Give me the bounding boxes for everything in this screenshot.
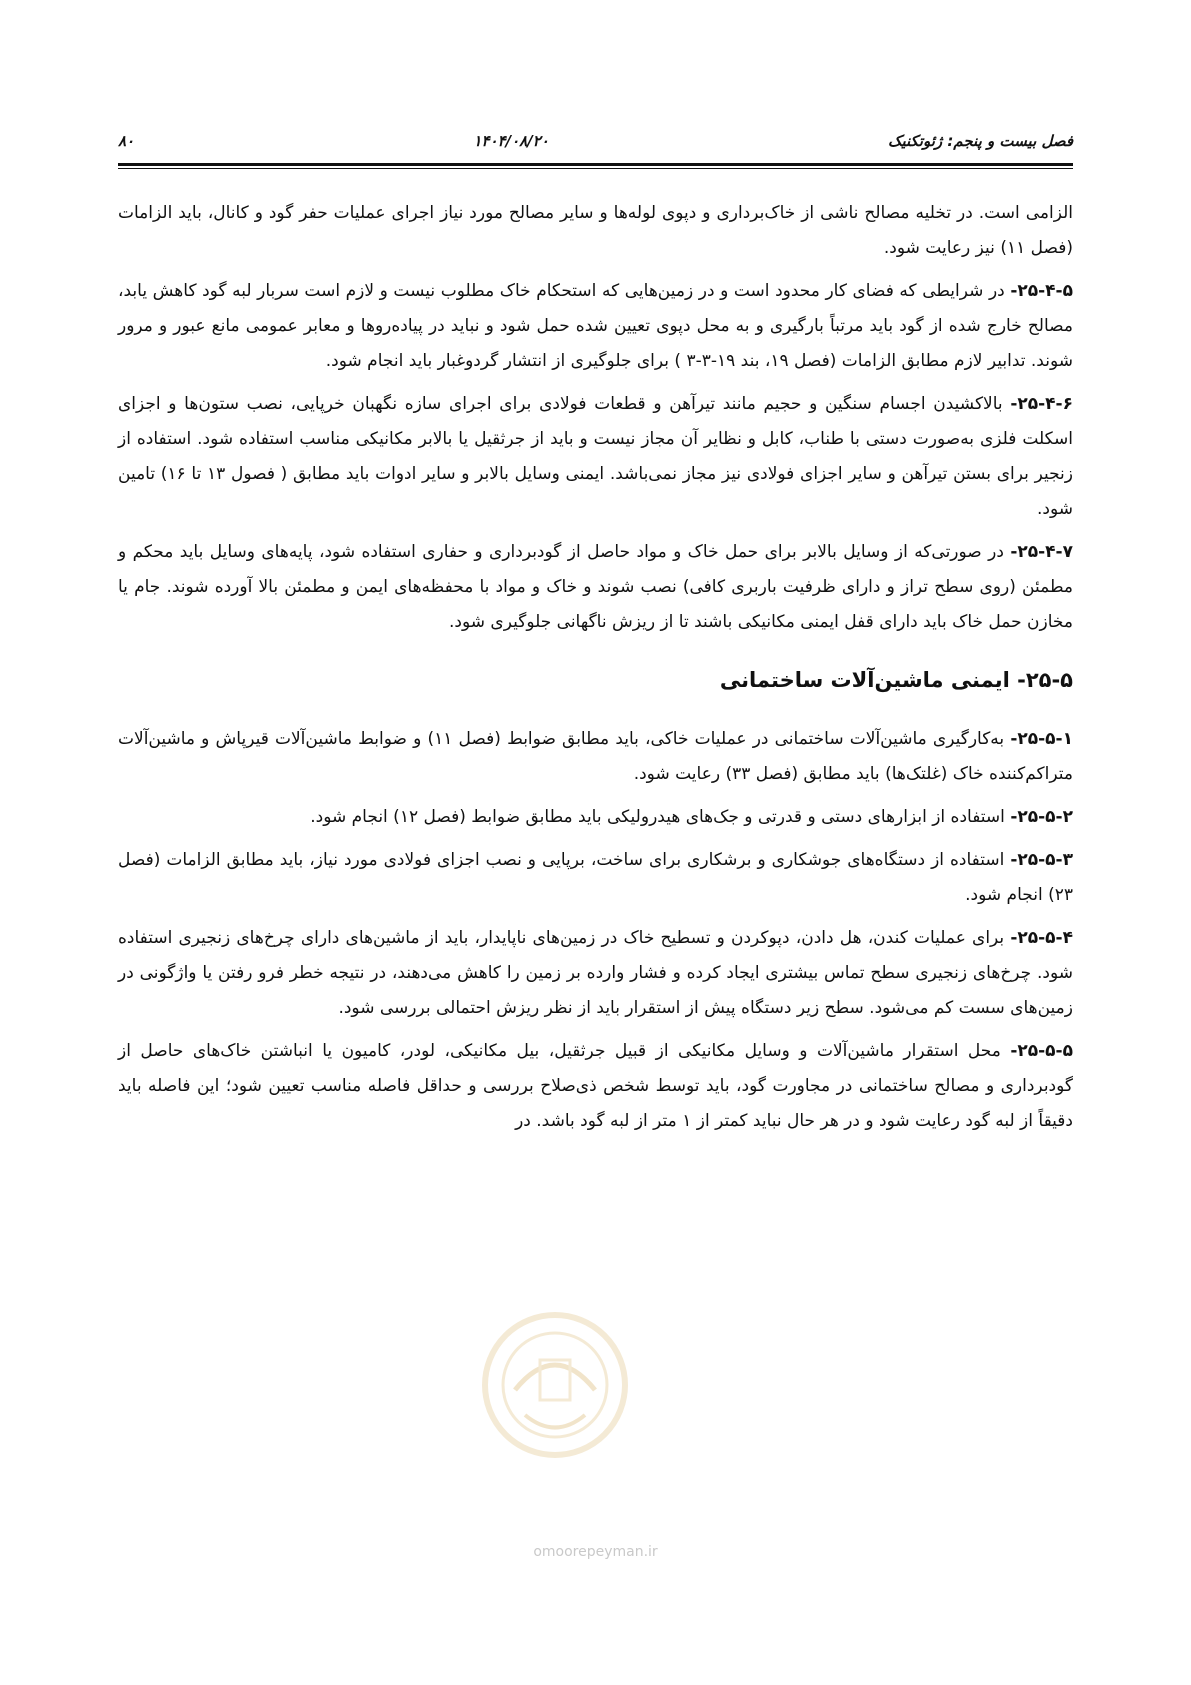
clause-number: ۲۵-۴-۵- bbox=[1010, 281, 1073, 301]
clause-text: برای عملیات کندن، هل دادن، دپوکردن و تسطیح خاک در زمین‌های ناپایدار، باید از ماشین‌های دارای چرخ‌های زنجیری استفاده شود. چرخ‌های زنجیری سطح تماس بیشتری ایجاد کرده و فشار وارده بر زمین را کاهش می‌دهند، در نتیجه خطر فرو رفتن یا واژگونی در زمین‌های سست کم می‌شود. سطح زیر دستگاه پیش از استقرار باید از نظر ریزش احتمالی بررسی شود. bbox=[118, 928, 1073, 1018]
clause-number: ۲۵-۵-۲- bbox=[1010, 807, 1073, 827]
clause-text: در شرایطی که فضای کار محدود است و در زمین‌هایی که استحکام خاک مطلوب نیست و لازم است سربار لبه گود کاهش یابد، مصالح خارج شده از گود باید مرتباً بارگیری و به محل دپوی تعیین شده حمل شود و نباید در پیاده‌روها و معابر عمومی مانع عبور و مرور شوند. تدابیر لازم مطابق الزامات (فصل ۱۹، بند ۱۹-۳-۳ ) برای جلوگیری از انتشار گردوغبار باید انجام شود. bbox=[118, 281, 1073, 371]
clause-text: بالاکشیدن اجسام سنگین و حجیم مانند تیرآهن و قطعات فولادی برای اجرای سازه نگهبان خرپایی، نصب ستون‌ها و اجزای اسکلت فلزی به‌صورت دستی با طناب، کابل و نظایر آن مجاز نیست و باید از جرثقیل یا بالابر مکانیکی مناسب استفاده شود. استفاده از زنجیر برای بستن تیرآهن و سایر اجزای فولادی نیز مجاز نمی‌باشد. ایمنی وسایل بالابر و سایر ادوات باید مطابق ( فصول ۱۳ تا ۱۶) تامین شود. bbox=[118, 394, 1073, 519]
clause-number: ۲۵-۵-۱- bbox=[1010, 729, 1073, 749]
clause-text: استفاده از ابزارهای دستی و قدرتی و جک‌های هیدرولیکی باید مطابق ضوابط (فصل ۱۲) انجام شود. bbox=[310, 807, 1011, 827]
clause-text: محل استقرار ماشین‌آلات و وسایل مکانیکی از قبیل جرثقیل، بیل مکانیکی، لودر، کامیون یا انباشتن خاک‌های حاصل از گودبرداری و مصالح ساختمانی در مجاورت گود، باید توسط شخص ذی‌صلاح بررسی و حداقل فاصله مناسب تعیین شود؛ این فاصله باید دقیقاً از لبه گود رعایت شود و در هر حال نباید کمتر از ۱ متر از لبه گود باشد. در bbox=[118, 1041, 1073, 1131]
paragraph-25-4-7 bbox=[118, 535, 1073, 640]
clause-number: ۲۵-۴-۶- bbox=[1010, 394, 1073, 414]
page-header bbox=[118, 126, 1073, 156]
header-date: ۱۴۰۴/۰۸/۲۰ bbox=[473, 132, 549, 150]
header-rule bbox=[118, 163, 1073, 166]
paragraph-25-5-5 bbox=[118, 1034, 1073, 1139]
page-number: ۸۰ bbox=[118, 132, 135, 150]
clause-number: ۲۵-۵-۳- bbox=[1010, 850, 1073, 870]
paragraph-25-4-6 bbox=[118, 387, 1073, 527]
clause-number: ۲۵-۵-۵- bbox=[1010, 1041, 1073, 1061]
clause-text: در صورتی‌که از وسایل بالابر برای حمل خاک و مواد حاصل از گودبرداری و حفاری استفاده شود، پایه‌های وسایل باید محکم و مطمئن (روی سطح تراز و دارای ظرفیت باربری کافی) نصب شوند و خاک و مواد با محفظه‌های ایمن و مطمئن بالا آورده شوند. جام یا مخازن حمل خاک باید دارای قفل ایمنی مکانیکی باشند تا از ریزش ناگهانی جلوگیری شود. bbox=[118, 542, 1073, 632]
clause-text: استفاده از دستگاه‌های جوشکاری و برشکاری برای ساخت، برپایی و نصب اجزای فولادی مورد نیاز، باید مطابق الزامات (فصل ۲۳) انجام شود. bbox=[118, 850, 1073, 905]
paragraph-25-4-5 bbox=[118, 274, 1073, 379]
omoore-peyman-seal-icon bbox=[470, 1300, 640, 1500]
page-body bbox=[118, 196, 1073, 1147]
chapter-title: فصل بیست و پنجم: ژئوتکنیک bbox=[888, 132, 1073, 150]
clause-number: ۲۵-۵-۴- bbox=[1010, 928, 1073, 948]
watermark-url: omoorepeyman.ir bbox=[533, 1544, 658, 1560]
clause-number: ۲۵-۴-۷- bbox=[1010, 542, 1073, 562]
paragraph-25-5-2 bbox=[118, 800, 1073, 835]
section-heading: ۲۵-۵- ایمنی ماشین‌آلات ساختمانی bbox=[719, 668, 1073, 692]
header-rule-thin bbox=[118, 168, 1073, 169]
clause-text: به‌کارگیری ماشین‌آلات ساختمانی در عملیات خاکی، باید مطابق ضوابط (فصل ۱۱) و ضوابط ماشین‌آلات قیرپاش و ماشین‌آلات متراکم‌کننده خاک (غلتک‌ها) باید مطابق (فصل ۳۳) رعایت شود. bbox=[118, 729, 1073, 784]
paragraph: الزامی است. در تخلیه مصالح ناشی از خاک‌برداری و دپوی لوله‌ها و سایر مصالح مورد نیاز اجرای عملیات حفر گود و کانال، باید الزامات (فصل ۱۱) نیز رعایت شود. bbox=[118, 203, 1073, 258]
paragraph-25-5-3 bbox=[118, 843, 1073, 913]
paragraph-25-5-1 bbox=[118, 722, 1073, 792]
paragraph-25-5-4 bbox=[118, 921, 1073, 1026]
